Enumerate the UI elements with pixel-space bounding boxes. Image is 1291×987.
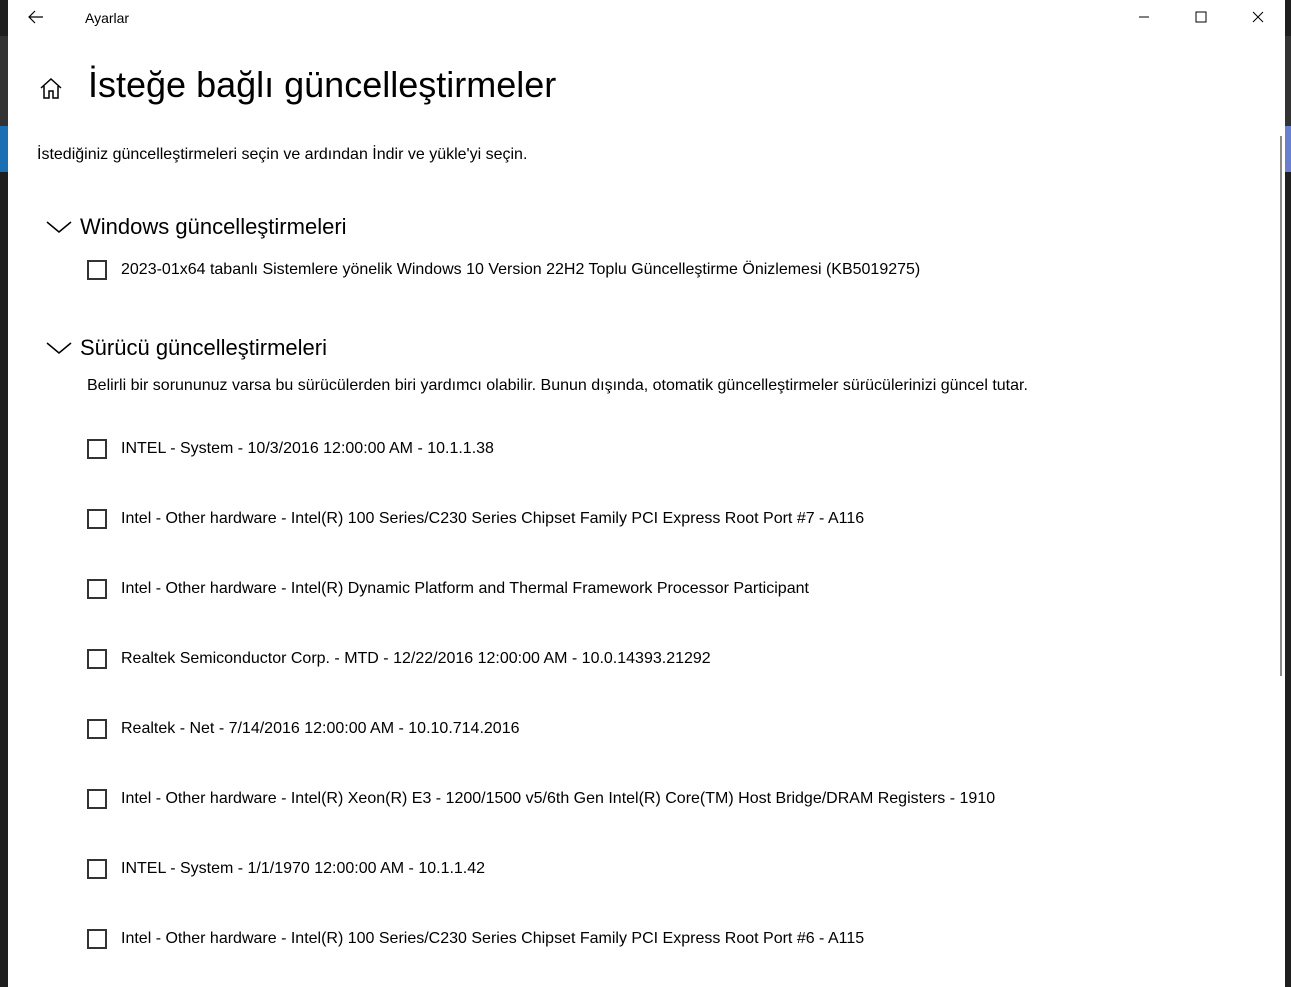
driver-label: INTEL - System - 10/3/2016 12:00:00 AM - 10.1.1.38 [121,440,494,457]
background-window-strip [1285,36,1291,126]
driver-checkbox[interactable] [87,859,107,879]
maximize-button[interactable] [1178,0,1224,34]
driver-updates-description: Belirli bir sorununuz varsa bu sürücülerden biri yardımcı olabilir. Bunun dışında, otomatik güncelleştirmeler sürücülerinizi güncel tutar. [87,377,1028,394]
title-bar [8,0,1285,34]
minimize-icon [1138,11,1150,23]
driver-checkbox[interactable] [87,649,107,669]
maximize-icon [1195,11,1207,23]
windows-updates-expander[interactable] [46,214,347,240]
driver-update-item[interactable] [87,789,995,809]
driver-checkbox[interactable] [87,439,107,459]
background-window-strip [0,36,8,126]
home-button[interactable] [38,74,64,102]
close-icon [1252,11,1264,23]
back-arrow-icon [28,10,44,24]
update-checkbox[interactable] [87,260,107,280]
desktop-background-left [0,0,8,987]
driver-update-item[interactable] [87,649,711,669]
back-button[interactable] [18,0,54,34]
driver-checkbox[interactable] [87,579,107,599]
app-title: Ayarlar [85,10,130,26]
desktop-background-right [1285,0,1291,987]
page-title: İsteğe bağlı güncelleştirmeler [88,64,557,105]
driver-label: Intel - Other hardware - Intel(R) Dynamic Platform and Thermal Framework Processor Participant [121,580,809,597]
driver-checkbox[interactable] [87,789,107,809]
windows-update-item[interactable] [87,260,920,280]
driver-label: Realtek Semiconductor Corp. - MTD - 12/22/2016 12:00:00 AM - 10.0.14393.21292 [121,650,711,667]
driver-label: Intel - Other hardware - Intel(R) 100 Series/C230 Series Chipset Family PCI Express Root Port #7 - A116 [121,510,865,527]
driver-updates-expander[interactable] [46,335,327,361]
driver-update-item[interactable] [87,579,809,599]
settings-window [8,0,1285,987]
chevron-down-icon [46,338,72,358]
driver-checkbox[interactable] [87,929,107,949]
vertical-scrollbar[interactable] [1280,136,1282,676]
instructions-text: İstediğiniz güncelleştirmeleri seçin ve ardından İndir ve yükle'yi seçin. [37,146,528,163]
driver-updates-header: Sürücü güncelleştirmeleri [80,335,327,360]
home-icon [39,76,63,100]
driver-label: INTEL - System - 1/1/1970 12:00:00 AM - 10.1.1.42 [121,860,486,877]
background-window-accent [1285,126,1291,172]
driver-label: Intel - Other hardware - Intel(R) 100 Series/C230 Series Chipset Family PCI Express Root Port #6 - A115 [121,930,865,947]
driver-update-item[interactable] [87,859,485,879]
chevron-down-icon [46,217,72,237]
driver-update-item[interactable] [87,439,494,459]
background-window-accent [0,126,8,172]
driver-checkbox[interactable] [87,509,107,529]
minimize-button[interactable] [1121,0,1167,34]
driver-label: Intel - Other hardware - Intel(R) Xeon(R) E3 - 1200/1500 v5/6th Gen Intel(R) Core(TM) Host Bridge/DRAM Registers - 1910 [121,790,996,807]
driver-label: Realtek - Net - 7/14/2016 12:00:00 AM - 10.10.714.2016 [121,720,520,737]
driver-checkbox[interactable] [87,719,107,739]
driver-update-item[interactable] [87,719,520,739]
windows-updates-header: Windows güncelleştirmeleri [80,214,347,239]
driver-update-item[interactable] [87,929,864,949]
driver-update-item[interactable] [87,509,864,529]
update-label: 2023-01x64 tabanlı Sistemlere yönelik Windows 10 Version 22H2 Toplu Güncelleştirme Önizlemesi (KB5019275) [121,261,921,278]
close-button[interactable] [1235,0,1281,34]
